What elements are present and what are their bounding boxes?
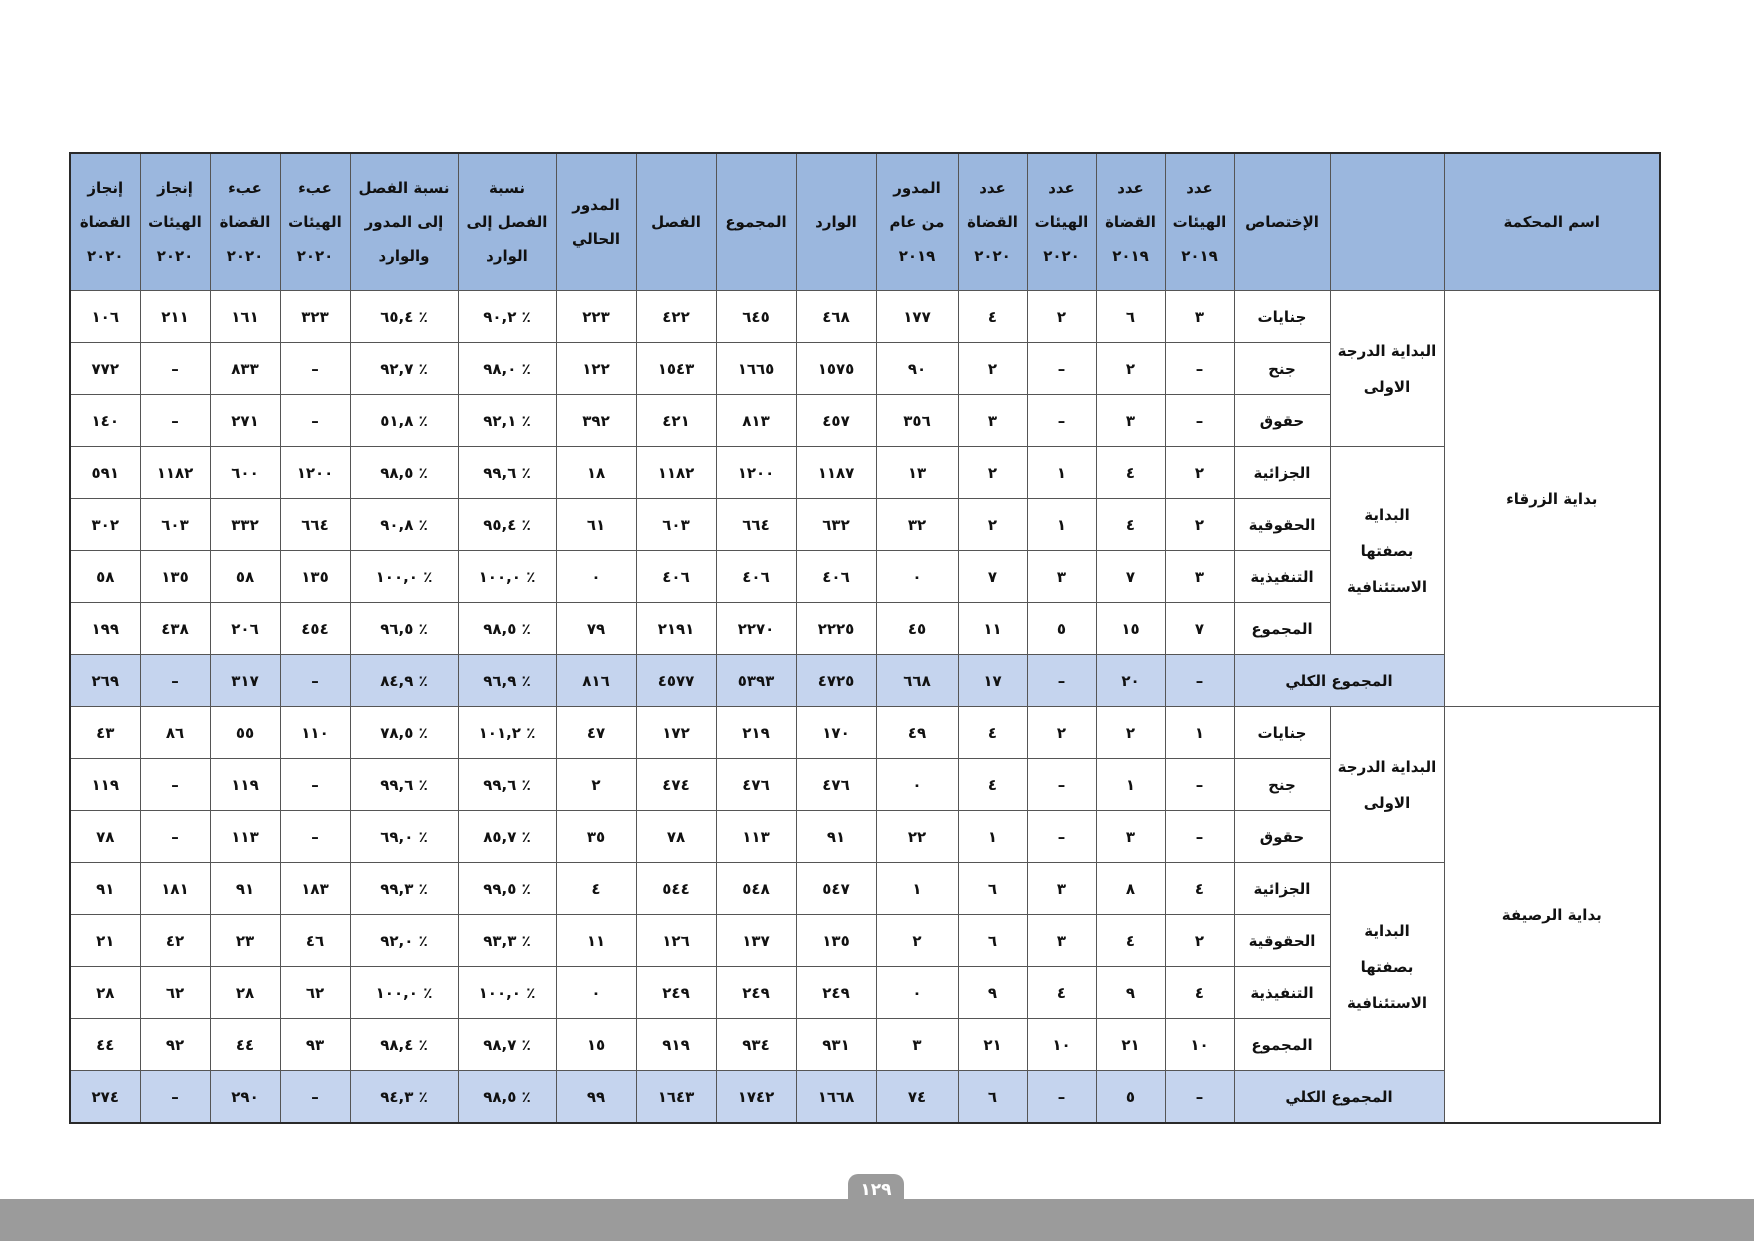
- data-cell: ٧٤: [876, 1071, 958, 1124]
- data-cell: ٤٦٨: [796, 291, 876, 343]
- data-cell: –: [1165, 343, 1234, 395]
- data-cell: ٪ ٩٠,٨: [350, 499, 458, 551]
- court-name: بداية الرصيفة: [1444, 707, 1660, 1124]
- data-cell: ٠: [876, 551, 958, 603]
- data-cell: ٣: [1096, 811, 1165, 863]
- data-cell: –: [1027, 1071, 1096, 1124]
- data-cell: ٤: [1165, 863, 1234, 915]
- data-cell: –: [280, 655, 350, 707]
- data-cell: ١٥: [1096, 603, 1165, 655]
- data-cell: ٪ ٨٤,٩: [350, 655, 458, 707]
- data-cell: ١١٣: [210, 811, 280, 863]
- data-cell: ٢: [1096, 707, 1165, 759]
- column-header: اسم المحكمة: [1444, 153, 1660, 291]
- data-cell: ١٣٥: [140, 551, 210, 603]
- data-cell: ١: [876, 863, 958, 915]
- table-row: [70, 863, 1660, 915]
- data-cell: ٢: [1027, 291, 1096, 343]
- data-cell: ٧٨: [70, 811, 140, 863]
- data-cell: ٩١٩: [636, 1019, 716, 1071]
- data-cell: ٢١١: [140, 291, 210, 343]
- data-cell: ٤٢٢: [636, 291, 716, 343]
- data-cell: ٠: [556, 967, 636, 1019]
- data-cell: ٤: [1096, 447, 1165, 499]
- data-cell: ٦٦٤: [280, 499, 350, 551]
- column-header: المدور الحالي: [556, 153, 636, 291]
- specialization-cell: جنايات: [1234, 707, 1330, 759]
- data-cell: –: [140, 655, 210, 707]
- data-cell: ٤٦: [280, 915, 350, 967]
- data-cell: ٣: [1027, 551, 1096, 603]
- data-cell: ٤: [1096, 499, 1165, 551]
- data-cell: ١٤٠: [70, 395, 140, 447]
- data-cell: ٪ ١٠١,٢: [458, 707, 556, 759]
- specialization-cell: المجموع: [1234, 1019, 1330, 1071]
- data-cell: –: [280, 395, 350, 447]
- column-header: [1330, 153, 1444, 291]
- data-cell: ٪ ٩٨,٤: [350, 1019, 458, 1071]
- data-cell: ٪ ٩٨,٠: [458, 343, 556, 395]
- data-cell: ١١٩: [70, 759, 140, 811]
- data-cell: –: [1165, 759, 1234, 811]
- data-cell: ١٨١: [140, 863, 210, 915]
- data-cell: ٢٤٩: [636, 967, 716, 1019]
- data-cell: ١١٠: [280, 707, 350, 759]
- data-cell: ٢٧١: [210, 395, 280, 447]
- data-cell: –: [1027, 395, 1096, 447]
- data-cell: ٪ ٨٥,٧: [458, 811, 556, 863]
- table-row: [70, 707, 1660, 759]
- data-cell: ٪ ٩٦,٥: [350, 603, 458, 655]
- data-cell: ٥: [1096, 1071, 1165, 1124]
- data-cell: ٧: [1096, 551, 1165, 603]
- data-cell: ٤٧: [556, 707, 636, 759]
- data-cell: ١٧٢: [636, 707, 716, 759]
- data-cell: ٨: [1096, 863, 1165, 915]
- data-cell: ٢: [876, 915, 958, 967]
- data-cell: ٢: [1165, 915, 1234, 967]
- data-cell: ١٦٤٣: [636, 1071, 716, 1124]
- data-cell: ٢: [1165, 447, 1234, 499]
- data-cell: ٤٣: [70, 707, 140, 759]
- column-header: نسبة الفصل إلى المدور والوارد: [350, 153, 458, 291]
- data-cell: –: [1027, 343, 1096, 395]
- data-cell: –: [1165, 655, 1234, 707]
- data-cell: ٦: [958, 915, 1027, 967]
- data-cell: ٢٢٢٥: [796, 603, 876, 655]
- data-cell: ٢: [1165, 499, 1234, 551]
- data-cell: –: [280, 811, 350, 863]
- page-number: ١٢٩: [848, 1174, 904, 1206]
- data-cell: ٣٠٢: [70, 499, 140, 551]
- data-cell: ٪ ٥١,٨: [350, 395, 458, 447]
- data-cell: ٤: [1027, 967, 1096, 1019]
- data-cell: ٪ ٩٩,٦: [458, 759, 556, 811]
- data-cell: ٦: [1096, 291, 1165, 343]
- data-cell: ٢٤٩: [716, 967, 796, 1019]
- data-cell: ٪ ٩٤,٣: [350, 1071, 458, 1124]
- column-header: عدد الهيئات ٢٠١٩: [1165, 153, 1234, 291]
- data-cell: ٪ ١٠٠,٠: [350, 551, 458, 603]
- data-cell: ١٦١: [210, 291, 280, 343]
- data-cell: ٢٧٤: [70, 1071, 140, 1124]
- data-cell: –: [280, 759, 350, 811]
- data-cell: ٪ ٩٢,٠: [350, 915, 458, 967]
- data-cell: ٣: [1096, 395, 1165, 447]
- data-cell: ٤: [1165, 967, 1234, 1019]
- data-cell: ١٥٤٣: [636, 343, 716, 395]
- data-cell: ٦٢: [280, 967, 350, 1019]
- data-cell: ٤٤: [210, 1019, 280, 1071]
- data-cell: –: [1165, 395, 1234, 447]
- data-cell: ٢٤٩: [796, 967, 876, 1019]
- data-cell: ٩٣١: [796, 1019, 876, 1071]
- data-cell: ٠: [876, 967, 958, 1019]
- data-cell: ١٨٣: [280, 863, 350, 915]
- data-cell: ٣٢٣: [280, 291, 350, 343]
- data-cell: –: [140, 811, 210, 863]
- data-cell: ٢٢٣: [556, 291, 636, 343]
- data-cell: ١٧٤٢: [716, 1071, 796, 1124]
- data-cell: ٤٠٦: [716, 551, 796, 603]
- column-header: إنجاز الهيئات ٢٠٢٠: [140, 153, 210, 291]
- specialization-cell: الحقوقية: [1234, 915, 1330, 967]
- section-label: البداية الدرجة الاولى: [1330, 291, 1444, 447]
- data-cell: ٢٩٠: [210, 1071, 280, 1124]
- data-cell: ٤٢: [140, 915, 210, 967]
- court-name: بداية الزرقاء: [1444, 291, 1660, 707]
- data-cell: ١٨: [556, 447, 636, 499]
- grand-total-row: [70, 655, 1660, 707]
- data-cell: ٪ ٩٣,٣: [458, 915, 556, 967]
- data-cell: ٦٠٣: [140, 499, 210, 551]
- data-cell: ٦: [958, 1071, 1027, 1124]
- data-cell: ٥٣٩٣: [716, 655, 796, 707]
- data-cell: ٢١٩: [716, 707, 796, 759]
- data-cell: –: [280, 1071, 350, 1124]
- column-header: الإختصاص: [1234, 153, 1330, 291]
- data-cell: ٩٣: [280, 1019, 350, 1071]
- data-cell: ١١: [556, 915, 636, 967]
- column-header: عبء الهيئات ٢٠٢٠: [280, 153, 350, 291]
- data-cell: –: [280, 343, 350, 395]
- data-cell: ١٣٧: [716, 915, 796, 967]
- data-cell: ٢: [1027, 707, 1096, 759]
- data-cell: ٢: [958, 343, 1027, 395]
- data-cell: ٥٨: [210, 551, 280, 603]
- specialization-cell: حقوق: [1234, 811, 1330, 863]
- data-cell: ٤: [958, 291, 1027, 343]
- data-cell: ٣: [876, 1019, 958, 1071]
- data-cell: ٦٤٥: [716, 291, 796, 343]
- data-cell: ٧٩: [556, 603, 636, 655]
- data-cell: ٪ ٩٨,٥: [458, 603, 556, 655]
- section-label: البداية بصفتها الاستئنافية: [1330, 863, 1444, 1071]
- data-cell: ٣١٧: [210, 655, 280, 707]
- specialization-cell: التنفيذية: [1234, 967, 1330, 1019]
- data-cell: ١: [958, 811, 1027, 863]
- column-header: عدد القضاة ٢٠٢٠: [958, 153, 1027, 291]
- court-statistics-table: [69, 152, 1661, 1124]
- data-cell: ٣: [1027, 915, 1096, 967]
- data-cell: ٪ ١٠٠,٠: [458, 967, 556, 1019]
- table-header: [70, 153, 1660, 291]
- column-header: المدور من عام ٢٠١٩: [876, 153, 958, 291]
- column-header: عبء القضاة ٢٠٢٠: [210, 153, 280, 291]
- table-body: [70, 291, 1660, 1124]
- data-cell: ٢١٩١: [636, 603, 716, 655]
- data-cell: ١٥: [556, 1019, 636, 1071]
- data-cell: ٪ ١٠٠,٠: [350, 967, 458, 1019]
- data-cell: ١٠: [1165, 1019, 1234, 1071]
- data-cell: ٢١: [70, 915, 140, 967]
- data-cell: ٢٨: [70, 967, 140, 1019]
- data-cell: ١٠: [1027, 1019, 1096, 1071]
- data-cell: ٣: [1027, 863, 1096, 915]
- data-cell: ٢: [1096, 343, 1165, 395]
- data-cell: –: [1165, 811, 1234, 863]
- table-row: [70, 447, 1660, 499]
- data-cell: ٪ ٩٠,٢: [458, 291, 556, 343]
- data-cell: ١١٨٧: [796, 447, 876, 499]
- data-cell: ٤٥: [876, 603, 958, 655]
- data-cell: ٪ ٩٨,٥: [350, 447, 458, 499]
- data-cell: ٥٨: [70, 551, 140, 603]
- data-cell: –: [140, 395, 210, 447]
- data-cell: ١٣٥: [796, 915, 876, 967]
- data-cell: ٤: [1096, 915, 1165, 967]
- data-cell: ٩٣٤: [716, 1019, 796, 1071]
- data-cell: ١١٨٢: [636, 447, 716, 499]
- data-cell: ٢: [556, 759, 636, 811]
- data-cell: ٪ ٩٩,٥: [458, 863, 556, 915]
- data-cell: ١: [1096, 759, 1165, 811]
- data-cell: ٤٥٧٧: [636, 655, 716, 707]
- specialization-cell: المجموع: [1234, 603, 1330, 655]
- data-cell: ١: [1165, 707, 1234, 759]
- data-cell: ٤٠٦: [796, 551, 876, 603]
- table-row: [70, 291, 1660, 343]
- data-cell: ٣٢: [876, 499, 958, 551]
- data-cell: ٤٩: [876, 707, 958, 759]
- column-header: الفصل: [636, 153, 716, 291]
- data-cell: ٩: [1096, 967, 1165, 1019]
- data-cell: –: [1165, 1071, 1234, 1124]
- data-cell: ٢: [958, 447, 1027, 499]
- data-cell: ٢٦٩: [70, 655, 140, 707]
- specialization-cell: التنفيذية: [1234, 551, 1330, 603]
- data-cell: ٪ ٩٦,٩: [458, 655, 556, 707]
- data-cell: ٣: [1165, 551, 1234, 603]
- data-cell: ٩٩: [556, 1071, 636, 1124]
- data-cell: –: [1027, 759, 1096, 811]
- data-cell: ١: [1027, 499, 1096, 551]
- data-cell: ٤: [958, 759, 1027, 811]
- data-cell: ٪ ٩٨,٥: [458, 1071, 556, 1124]
- data-cell: ١٥٧٥: [796, 343, 876, 395]
- specialization-cell: الحقوقية: [1234, 499, 1330, 551]
- data-cell: ٤٥٤: [280, 603, 350, 655]
- data-cell: ٤: [556, 863, 636, 915]
- data-cell: ٨٦: [140, 707, 210, 759]
- data-cell: ٪ ٦٥,٤: [350, 291, 458, 343]
- data-cell: ٧٨: [636, 811, 716, 863]
- data-cell: ١٩٩: [70, 603, 140, 655]
- data-cell: ٧٧٢: [70, 343, 140, 395]
- data-cell: ٢٠: [1096, 655, 1165, 707]
- data-cell: ٤٥٧: [796, 395, 876, 447]
- data-cell: ٪ ٦٩,٠: [350, 811, 458, 863]
- data-cell: ١٠٦: [70, 291, 140, 343]
- data-cell: ٢٢٧٠: [716, 603, 796, 655]
- data-cell: ٤٧٦: [796, 759, 876, 811]
- data-cell: ٦٣٢: [796, 499, 876, 551]
- section-label: البداية بصفتها الاستئنافية: [1330, 447, 1444, 655]
- data-cell: ١٧: [958, 655, 1027, 707]
- data-cell: ٩: [958, 967, 1027, 1019]
- column-header: المجموع: [716, 153, 796, 291]
- data-cell: ٤٧٢٥: [796, 655, 876, 707]
- data-cell: ٥: [1027, 603, 1096, 655]
- grand-total-label: المجموع الكلي: [1234, 655, 1444, 707]
- data-cell: ٪ ٧٨,٥: [350, 707, 458, 759]
- data-cell: ١٦٦٨: [796, 1071, 876, 1124]
- data-cell: ٣٩٢: [556, 395, 636, 447]
- data-cell: –: [140, 343, 210, 395]
- data-cell: ٨١٣: [716, 395, 796, 447]
- data-cell: ٠: [556, 551, 636, 603]
- data-cell: ٦٢: [140, 967, 210, 1019]
- data-cell: ١٢٢: [556, 343, 636, 395]
- data-cell: ١٣: [876, 447, 958, 499]
- grand-total-row: [70, 1071, 1660, 1124]
- data-cell: ٦٦٤: [716, 499, 796, 551]
- data-cell: ٢١: [1096, 1019, 1165, 1071]
- data-cell: ٣٣٢: [210, 499, 280, 551]
- specialization-cell: جنايات: [1234, 291, 1330, 343]
- data-cell: ٩٠: [876, 343, 958, 395]
- data-cell: ٩١: [796, 811, 876, 863]
- data-cell: –: [140, 759, 210, 811]
- data-cell: ٢: [958, 499, 1027, 551]
- data-cell: ١٧٧: [876, 291, 958, 343]
- data-cell: ٧: [1165, 603, 1234, 655]
- data-cell: ٢١: [958, 1019, 1027, 1071]
- data-cell: ٦٠٠: [210, 447, 280, 499]
- data-cell: ٦٦٨: [876, 655, 958, 707]
- data-cell: ١١٣: [716, 811, 796, 863]
- data-cell: ١١٨٢: [140, 447, 210, 499]
- data-cell: –: [1027, 811, 1096, 863]
- data-cell: ٥٤٨: [716, 863, 796, 915]
- data-cell: –: [1027, 655, 1096, 707]
- data-cell: ٦: [958, 863, 1027, 915]
- column-header: الوارد: [796, 153, 876, 291]
- specialization-cell: الجزائية: [1234, 863, 1330, 915]
- specialization-cell: الجزائية: [1234, 447, 1330, 499]
- data-cell: ٤٧٤: [636, 759, 716, 811]
- grand-total-label: المجموع الكلي: [1234, 1071, 1444, 1124]
- data-cell: ٪ ٩٨,٧: [458, 1019, 556, 1071]
- data-cell: ٩١: [70, 863, 140, 915]
- data-cell: ٥٤٧: [796, 863, 876, 915]
- data-cell: ٣٥: [556, 811, 636, 863]
- data-cell: ٥٤٤: [636, 863, 716, 915]
- section-label: البداية الدرجة الاولى: [1330, 707, 1444, 863]
- data-cell: ٩٢: [140, 1019, 210, 1071]
- data-cell: ٧: [958, 551, 1027, 603]
- data-cell: ٤٤: [70, 1019, 140, 1071]
- data-cell: ١٧٠: [796, 707, 876, 759]
- specialization-cell: جنح: [1234, 759, 1330, 811]
- specialization-cell: جنح: [1234, 343, 1330, 395]
- data-cell: –: [140, 1071, 210, 1124]
- data-cell: ١٢٦: [636, 915, 716, 967]
- data-cell: ٪ ٩٢,١: [458, 395, 556, 447]
- data-cell: ٤٣٨: [140, 603, 210, 655]
- data-cell: ٦٠٣: [636, 499, 716, 551]
- data-cell: ٨٣٣: [210, 343, 280, 395]
- data-cell: ٠: [876, 759, 958, 811]
- data-cell: ١٣٥: [280, 551, 350, 603]
- data-cell: ١: [1027, 447, 1096, 499]
- data-cell: ٦١: [556, 499, 636, 551]
- data-cell: ١٦٦٥: [716, 343, 796, 395]
- data-cell: ١١: [958, 603, 1027, 655]
- data-cell: ٪ ٩٥,٤: [458, 499, 556, 551]
- data-cell: ٪ ٩٩,٣: [350, 863, 458, 915]
- data-cell: ٤٢١: [636, 395, 716, 447]
- data-cell: ٤٧٦: [716, 759, 796, 811]
- data-cell: ٣: [1165, 291, 1234, 343]
- column-header: عدد القضاة ٢٠١٩: [1096, 153, 1165, 291]
- column-header: إنجاز القضاة ٢٠٢٠: [70, 153, 140, 291]
- column-header: عدد الهيئات ٢٠٢٠: [1027, 153, 1096, 291]
- data-cell: ٤: [958, 707, 1027, 759]
- data-cell: ٤٠٦: [636, 551, 716, 603]
- data-cell: ٪ ١٠٠,٠: [458, 551, 556, 603]
- column-header: نسبة الفصل إلى الوارد: [458, 153, 556, 291]
- data-cell: ٪ ٩٩,٦: [350, 759, 458, 811]
- data-cell: ٨١٦: [556, 655, 636, 707]
- data-cell: ٥٩١: [70, 447, 140, 499]
- data-cell: ٢٢: [876, 811, 958, 863]
- data-cell: ٢٨: [210, 967, 280, 1019]
- data-cell: ١١٩: [210, 759, 280, 811]
- data-cell: ٢٣: [210, 915, 280, 967]
- data-cell: ١٢٠٠: [716, 447, 796, 499]
- specialization-cell: حقوق: [1234, 395, 1330, 447]
- data-cell: ٢٠٦: [210, 603, 280, 655]
- data-cell: ٣٥٦: [876, 395, 958, 447]
- data-cell: ٪ ٩٢,٧: [350, 343, 458, 395]
- data-cell: ٣: [958, 395, 1027, 447]
- header-row: [70, 153, 1660, 291]
- data-cell: ٥٥: [210, 707, 280, 759]
- data-cell: ٪ ٩٩,٦: [458, 447, 556, 499]
- data-cell: ١٢٠٠: [280, 447, 350, 499]
- data-cell: ٩١: [210, 863, 280, 915]
